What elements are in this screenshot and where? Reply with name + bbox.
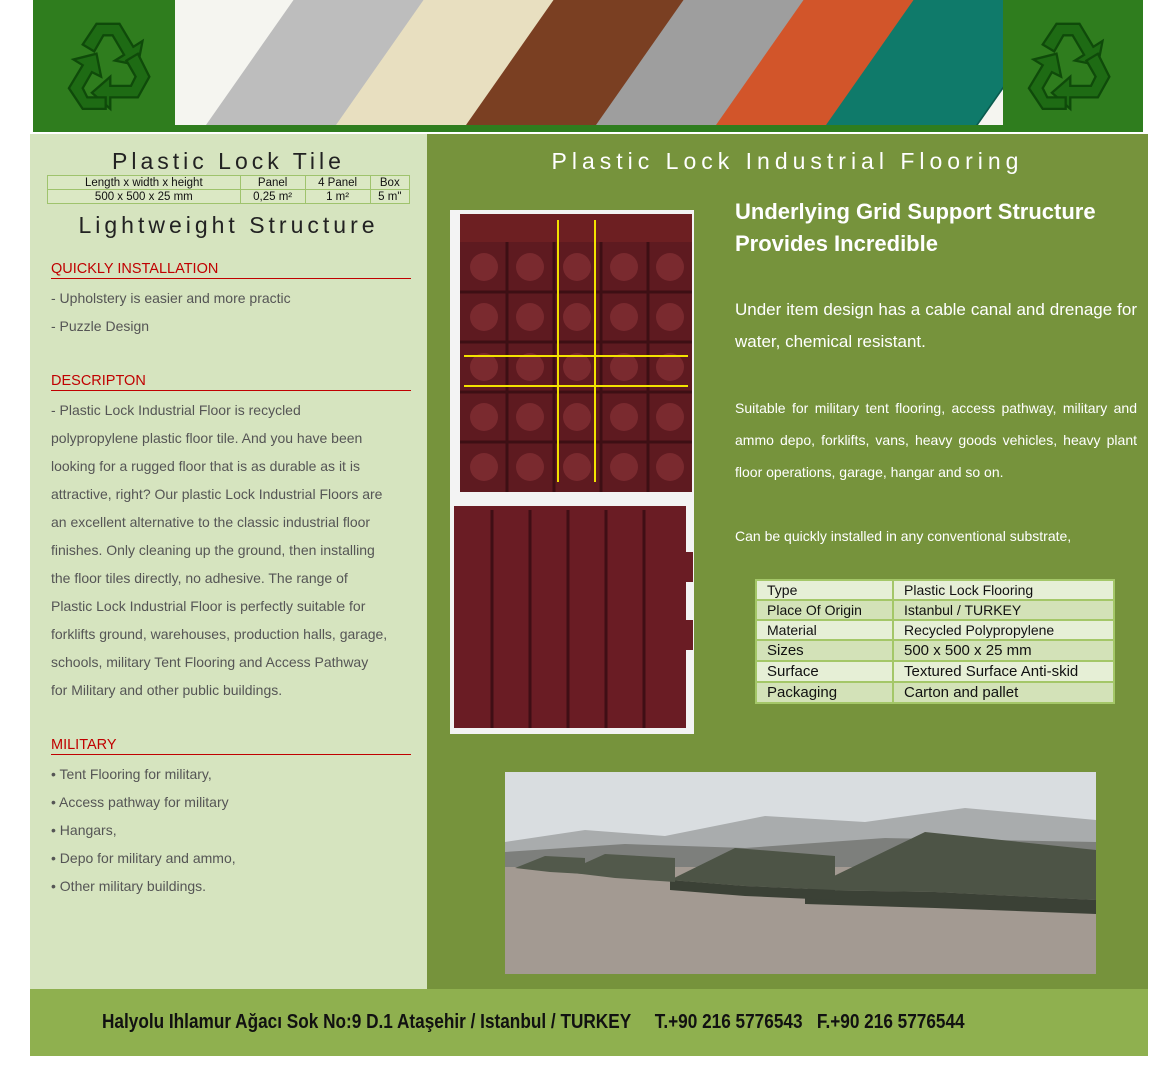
table-row [756,661,1114,682]
spec-key: Surface [756,661,893,682]
header-banner [33,0,1143,132]
tile-size-table [47,175,410,204]
list-item: - Puzzle Design [51,318,150,334]
spec-key: Packaging [756,682,893,703]
table-cell: 0,25 m² [240,190,305,204]
table-row [48,190,410,204]
military-camp-photo [505,772,1096,974]
table-header-cell: Box [370,176,409,190]
tile-colors-image [175,0,1003,125]
list-item: - Upholstery is easier and more practic [51,290,291,306]
spec-value: Carton and pallet [893,682,1114,703]
table-row [756,600,1114,620]
headline: Underlying Grid Support Structure Provides Incredible [735,199,1096,256]
tile-product-photo [450,210,694,734]
installation-heading: QUICKLY INSTALLATION [51,261,411,279]
table-row [756,620,1114,640]
recycle-icon [1003,10,1133,125]
list-item: • Access pathway for military [51,794,229,810]
structure-subtitle: Lightweight Structure [78,212,379,238]
spec-key: Place Of Origin [756,600,893,620]
description-line: for Military and other public buildings. [51,682,283,698]
list-item: • Tent Flooring for military, [51,766,212,782]
spec-key: Sizes [756,640,893,661]
description-line: - Plastic Lock Industrial Floor is recycled [51,402,301,418]
table-row [756,640,1114,661]
description-line: Plastic Lock Industrial Floor is perfectly suitable for [51,598,366,614]
table-cell: 500 x 500 x 25 mm [48,190,241,204]
table-header-cell: Panel [240,176,305,190]
tile-title: Plastic Lock Tile [112,148,345,174]
right-column [427,134,1148,989]
description-line: schools, military Tent Flooring and Access Pathway [51,654,369,670]
design-paragraph: Under item design has a cable canal and drenage for water, chemical resistant. [735,300,1137,351]
table-row [48,176,410,190]
footer [30,989,1148,1056]
description-line: attractive, right? Our plastic Lock Industrial Floors are [51,486,383,502]
description-line: an excellent alternative to the classic industrial floor [51,514,371,530]
flooring-title: Plastic Lock Industrial Flooring [551,148,1024,174]
description-heading: DESCRIPTON [51,373,411,391]
recycle-icon [43,10,173,125]
list-item: • Other military buildings. [51,878,207,894]
spec-key: Material [756,620,893,640]
install-paragraph: Can be quickly installed in any conventional substrate, [735,528,1072,544]
contact-address: Halyolu Ihlamur Ağacı Sok No:9 D.1 Ataşehir / Istanbul / TURKEY T.+90 216 5776543 F.+90 216 5776544 [102,1011,965,1033]
list-item: • Hangars, [51,822,117,838]
left-column [30,134,427,989]
spec-key: Type [756,580,893,600]
table-header-cell: Length x width x height [48,176,241,190]
description-line: forklifts ground, warehouses, production halls, garage, [51,626,388,642]
description-line: looking for a rugged floor that is as durable as it is [51,458,360,474]
table-cell: 1 m² [305,190,370,204]
table-row [756,682,1114,703]
military-heading: MILITARY [51,737,411,755]
table-cell: 5 m" [370,190,409,204]
spec-value: 500 x 500 x 25 mm [893,640,1114,661]
spec-value: Plastic Lock Flooring [893,580,1114,600]
description-line: polypropylene plastic floor tile. And you have been [51,430,363,446]
spec-value: Textured Surface Anti-skid [893,661,1114,682]
description-line: finishes. Only cleaning up the ground, then installing [51,542,375,558]
table-header-cell: 4 Panel [305,176,370,190]
table-row [756,580,1114,600]
product-spec-table [755,579,1115,704]
description-line: the floor tiles directly, no adhesive. The range of [51,570,348,586]
spec-value: Istanbul / TURKEY [893,600,1114,620]
list-item: • Depo for military and ammo, [51,850,236,866]
usage-paragraph: Suitable for military tent flooring, access pathway, military and ammo depo, forklifts, vans, heavy goods vehicles, heavy plant floor operations, garage, hangar and so on. [735,400,1137,480]
spec-value: Recycled Polypropylene [893,620,1114,640]
